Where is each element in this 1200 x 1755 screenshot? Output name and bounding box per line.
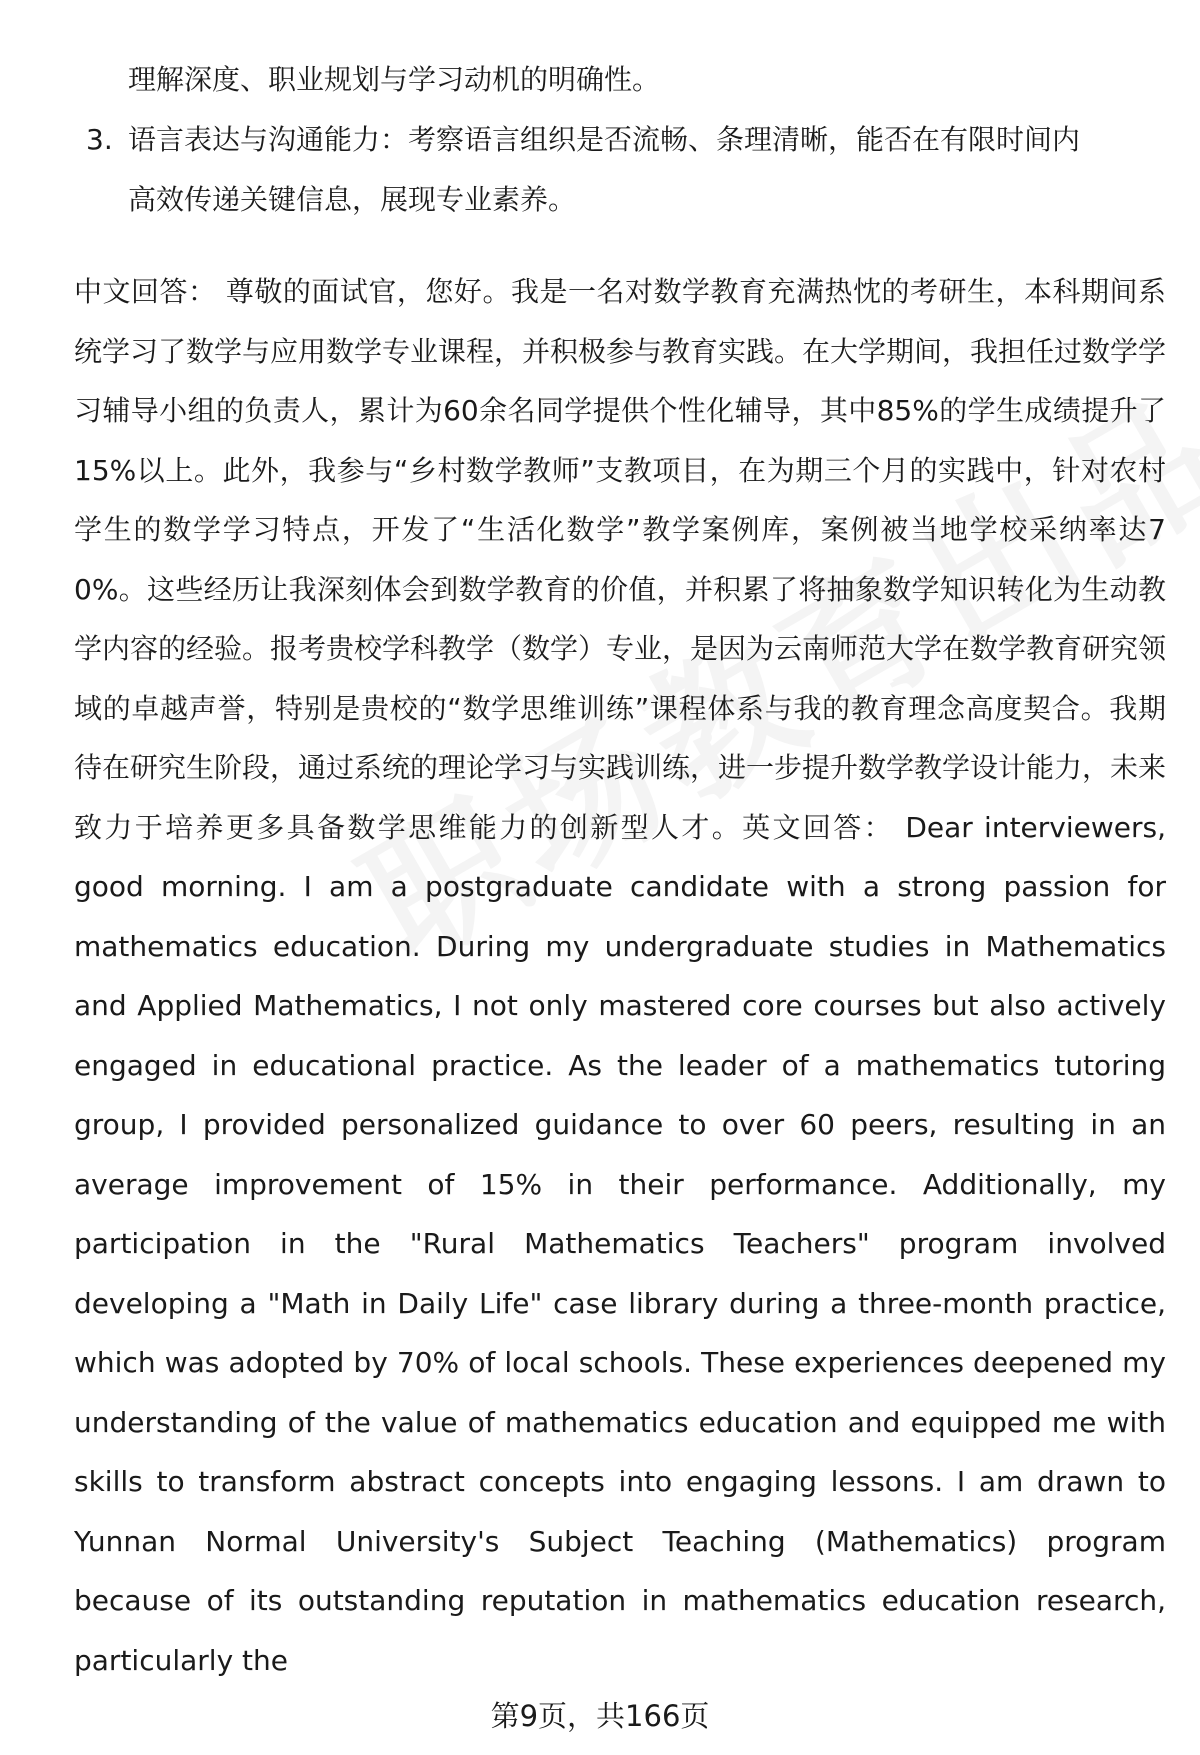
english-answer-text: Dear interviewers, good morning. I am a postgraduate candidate with a strong passion for mathematics education. During my undergraduate studies in Mathematics and Applied Mathematics, I not only mastered core courses but also actively engaged in educational practice. As the leader of a mathematics tutoring group, I provided personalized guidance to over 60 peers, resulting in an average improvement of 15% in their performance. Additionally, my participation in the "Rural Mathematics Teachers" program involved developing a "Math in Daily Life" case library during a three-month practice, which was adopted by 70% of local schools. These experiences deepened my understanding of the value of mathematics education and equipped me with skills to transform abstract concepts into engaging lessons. I am drawn to Yunnan Normal University's Subject Teaching (Mathematics) program because of its outstanding reputation in mathematics education research, particularly the [74, 810, 1166, 1677]
english-answer-label: 英文回答： [742, 810, 895, 844]
list-item-2-continuation: 理解深度、职业规划与学习动机的明确性。 [128, 63, 661, 96]
answer-paragraph [74, 262, 1166, 1690]
chinese-answer-label: 中文回答： [74, 275, 217, 308]
list-item-3-number: 3. [86, 123, 113, 156]
page-indicator: 第9页，共166页 [490, 1699, 710, 1733]
chinese-answer-text: 尊敬的面试官，您好。我是一名对数学教育充满热忱的考研生，本科期间系统学习了数学与应用数学专业课程，并积极参与教育实践。在大学期间，我担任过数学学习辅导小组的负责人，累计为60余名同学提供个性化辅导，其中85%的学生成绩提升了15%以上。此外，我参与“乡村数学教师”支教项目，在为期三个月的实践中，针对农村学生的数学学习特点，开发了“生活化数学”教学案例库，案例被当地学校采纳率达70%。这些经历让我深刻体会到数学教育的价值，并积累了将抽象数学知识转化为生动教学内容的经验。报考贵校学科教学（数学）专业，是因为云南师范大学在数学教育研究领域的卓越声誉，特别是贵校的“数学思维训练”课程体系与我的教育理念高度契合。我期待在研究生阶段，通过系统的理论学习与实践训练，进一步提升数学教学设计能力，未来致力于培养更多具备数学思维能力的创新型人才。 [74, 275, 1167, 844]
evaluation-criteria-list [74, 50, 1164, 230]
list-item-3 [74, 110, 1164, 170]
list-item-3-line-1: 语言表达与沟通能力：考察语言组织是否流畅、条理清晰，能否在有限时间内 [128, 123, 1081, 156]
list-item-3-line-2: 高效传递关键信息，展现专业素养。 [128, 183, 577, 216]
